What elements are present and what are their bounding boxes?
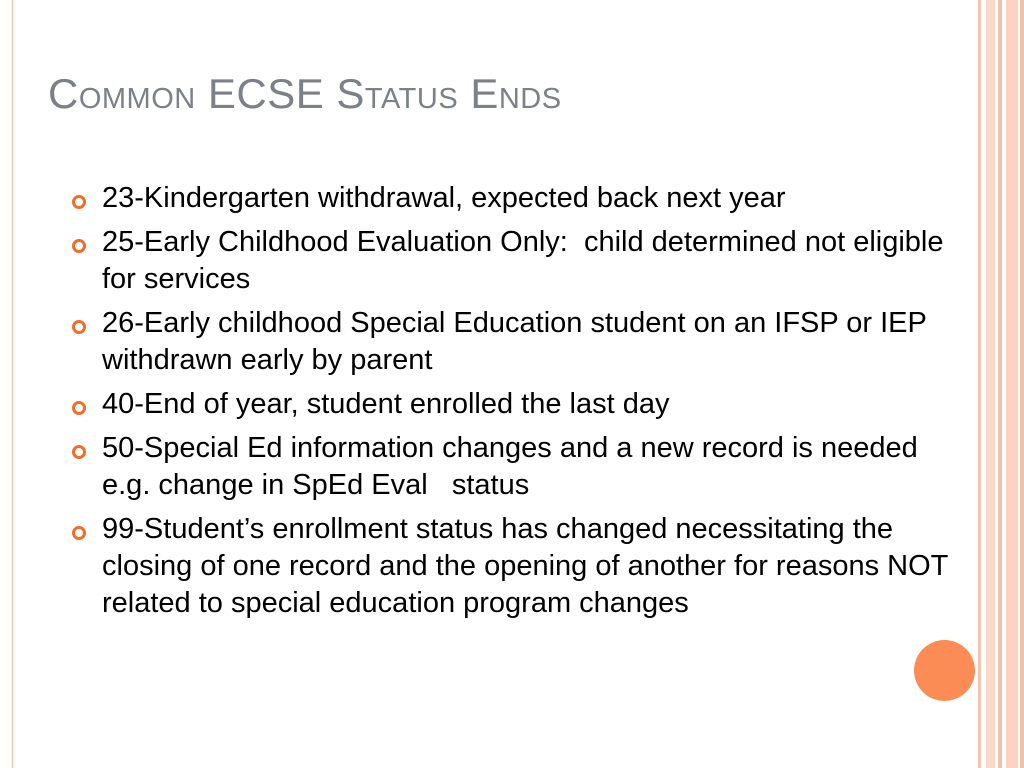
bullet-list (72, 180, 972, 629)
bullet-circle-icon (72, 526, 86, 540)
bullet-circle-icon (72, 401, 86, 415)
bullet-circle-icon (72, 239, 86, 253)
bullet-item (72, 511, 972, 622)
bullet-text: 50-Special Ed information changes and a new record is needed e.g. change in SpEd Eval status (102, 432, 926, 501)
bullet-text: 25-Early Childhood Evaluation Only: child determined not eligible for services (102, 226, 952, 295)
bullet-text: 23-Kindergarten withdrawal, expected back next year (102, 182, 786, 214)
bullet-text: 26-Early childhood Special Education student on an IFSP or IEP withdrawn early by parent (102, 307, 927, 376)
decorative-circle-icon (914, 640, 975, 701)
left-accent-line (12, 0, 13, 768)
bullet-text: 99-Student’s enrollment status has changed necessitating the closing of one record and the opening of another for reasons NOT related to special education program changes (102, 513, 948, 619)
bullet-item (72, 386, 972, 423)
bullet-item (72, 430, 972, 504)
bullet-circle-icon (72, 445, 86, 459)
right-stripe (1006, 0, 1018, 768)
bullet-item (72, 224, 972, 298)
right-stripe (986, 0, 995, 768)
right-stripe (978, 0, 981, 768)
bullet-item (72, 305, 972, 379)
bullet-item (72, 180, 972, 217)
right-stripe (1020, 0, 1024, 768)
slide-title: Common ECSE Status Ends (48, 70, 562, 117)
right-stripe (998, 0, 1002, 768)
bullet-circle-icon (72, 320, 86, 334)
bullet-circle-icon (72, 195, 86, 209)
bullet-text: 40-End of year, student enrolled the last day (102, 388, 670, 420)
